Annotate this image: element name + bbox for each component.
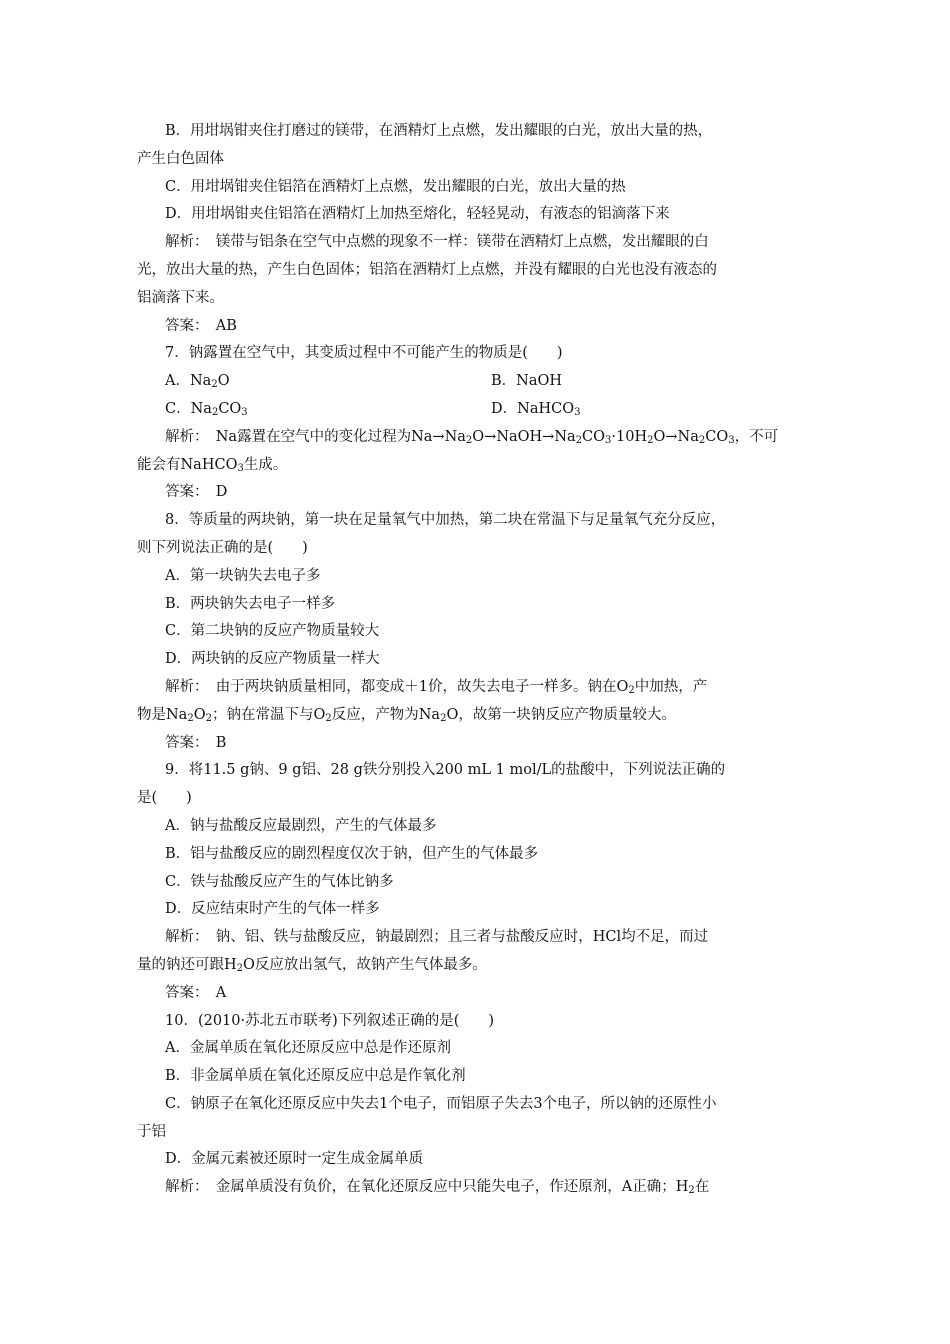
q7-options-row-2 (137, 396, 817, 424)
text-line-q9d: D．反应结束时产生的气体一样多 (165, 901, 380, 918)
text-run: 反应，产物为Na (331, 706, 441, 723)
text-run: CO (582, 428, 606, 445)
subscript: 2 (440, 712, 447, 724)
subscript: 3 (728, 434, 735, 446)
text-run: O反应放出氢气，故钠产生气体最多。 (243, 956, 487, 973)
q7-explanation-line-1 (137, 424, 817, 452)
text-run: 在 (694, 1179, 710, 1196)
text-run: ；钠在常温下与O (211, 706, 326, 723)
subscript: 2 (575, 434, 583, 446)
text-line-q7: 7．钠露置在空气中，其变质过程中不可能产生的物质是( ) (165, 345, 563, 362)
subscript: 2 (187, 712, 194, 724)
subscript: 2 (325, 712, 332, 724)
text-line-q8c: C．第二块钠的反应产物质量较大 (165, 623, 380, 640)
text-line-q6e2: 光，放出大量的热，产生白色固体；铝箔在酒精灯上点燃，并没有耀眼的白光也没有液态的 (137, 261, 717, 278)
question-8-block (137, 479, 817, 674)
subscript: 2 (688, 1185, 695, 1197)
q7-explanation-line-2 (137, 452, 817, 480)
document-page (137, 118, 817, 1202)
text-line-q9_2: 是( ) (137, 790, 192, 807)
text-run: CO (705, 428, 729, 445)
text-line-q6b1: B．用坩埚钳夹住打磨过的镁带，在酒精灯上点燃，发出耀眼的白光，放出大量的热， (165, 123, 713, 139)
subscript: 2 (236, 962, 244, 974)
text-line-q10d: D．金属元素被还原时一定生成金属单质 (165, 1151, 424, 1168)
text-line-q6b2: 产生白色固体 (137, 150, 224, 167)
text-line-q9c: C．铁与盐酸反应产生的气体比钠多 (165, 873, 394, 890)
text-line-q9ans: 答案： A (165, 984, 227, 1001)
text-run: ·10H (611, 428, 648, 445)
text-line-q10c1: C．钠原子在氧化还原反应中失去1个电子，而铝原子失去3个电子，所以钠的还原性小 (165, 1095, 717, 1112)
text-line-q8ans: 答案： B (165, 734, 227, 751)
option-a: A．$Na_2O$ (165, 373, 230, 391)
text-line-q6c: C．用坩埚钳夹住铝箔在酒精灯上点燃，发出耀眼的白光，放出大量的热 (165, 178, 626, 195)
option-b: B．NaOH (491, 373, 563, 390)
text-line-q6e1: 解析： 镁带与铝条在空气中点燃的现象不一样：镁带在酒精灯上点燃，发出耀眼的白 (165, 234, 709, 251)
text-line-q10c2: 于铝 (137, 1123, 166, 1140)
text-line-q8_2: 则下列说法正确的是( ) (137, 539, 308, 556)
text-line-q8b: B．两块钠失去电子一样多 (165, 595, 336, 612)
text-line-q7a: 答案： D (165, 484, 228, 501)
subscript: 2 (628, 684, 635, 696)
text-line-q9b: B．铝与盐酸反应的剧烈程度仅次于钠，但产生的气体最多 (165, 845, 539, 862)
option-d: D．NaHCO$_3$ (491, 400, 581, 418)
text-line-q6d: D．用坩埚钳夹住铝箔在酒精灯上加热至熔化，轻轻晃动，有液态的铝滴落下来 (165, 206, 670, 223)
subscript: 3 (605, 434, 612, 446)
subscript: 3 (237, 462, 244, 474)
q7-options-row-1 (137, 368, 817, 396)
text-run: 量的钠还可跟H (137, 956, 237, 973)
text-line-q10: 10．(2010·苏北五市联考)下列叙述正确的是( ) (165, 1012, 495, 1029)
text-run: 生成。 (243, 456, 288, 473)
text-run: O→NaOH→Na (472, 428, 576, 445)
text-run: 能会有NaHCO (137, 456, 238, 473)
text-run: ，不可 (734, 428, 779, 445)
question-6-block (137, 118, 817, 368)
text-line-q8_1: 8．等质量的两块钠，第一块在足量氧气中加热，第二块在常温下与足量氧气充分反应， (165, 512, 726, 529)
text-line-q9e1: 解析： 钠、铝、铁与盐酸反应，钠最剧烈；且三者与盐酸反应时，HCl均不足，而过 (165, 929, 709, 946)
text-line-q6a: 答案： AB (165, 317, 237, 334)
q8-explanation-line-1 (137, 674, 817, 702)
q10-explanation-line-1 (137, 1174, 817, 1202)
text-run: 解析： 由于两块钠质量相同，都变成＋1价，故失去电子一样多。钠在O (165, 678, 629, 695)
subscript: 2 (647, 434, 654, 446)
subscript: 2 (465, 434, 473, 446)
text-run: 解析： 金属单质没有负价，在氧化还原反应中只能失电子，作还原剂，A正确；H (165, 1179, 689, 1196)
text-line-q8a: A．第一块钠失去电子多 (165, 567, 321, 584)
subscript: 2 (698, 434, 706, 446)
text-run: 物是Na (137, 706, 188, 723)
q8-explanation-line-2 (137, 702, 817, 730)
question-10-block (137, 980, 817, 1175)
text-line-q10b: B．非金属单质在氧化还原反应中总是作氧化剂 (165, 1068, 466, 1085)
text-run: O (193, 706, 206, 723)
text-line-q10a: A．金属单质在氧化还原反应中总是作还原剂 (165, 1040, 451, 1057)
text-run: 解析： Na露置在空气中的变化过程为Na→Na (165, 428, 466, 445)
text-run: 中加热，产 (634, 678, 708, 695)
text-run: O，故第一块钠反应产物质量较大。 (446, 706, 676, 723)
text-run: O→Na (653, 428, 699, 445)
q9-explanation-line-2 (137, 952, 817, 980)
text-line-q9a: A．钠与盐酸反应最剧烈，产生的气体最多 (165, 817, 437, 834)
question-9-block (137, 730, 817, 952)
text-line-q9_1: 9．将11.5 g钠、9 g铝、28 g铁分别投入200 mL 1 mol/L的盐酸中，下列说法正确的 (165, 762, 726, 779)
text-line-q8d: D．两块钠的反应产物质量一样大 (165, 651, 380, 668)
text-line-q6e3: 铝滴落下来。 (137, 289, 224, 306)
option-c: C．$Na_2CO_3$ (165, 400, 248, 418)
subscript: 2 (205, 712, 212, 724)
